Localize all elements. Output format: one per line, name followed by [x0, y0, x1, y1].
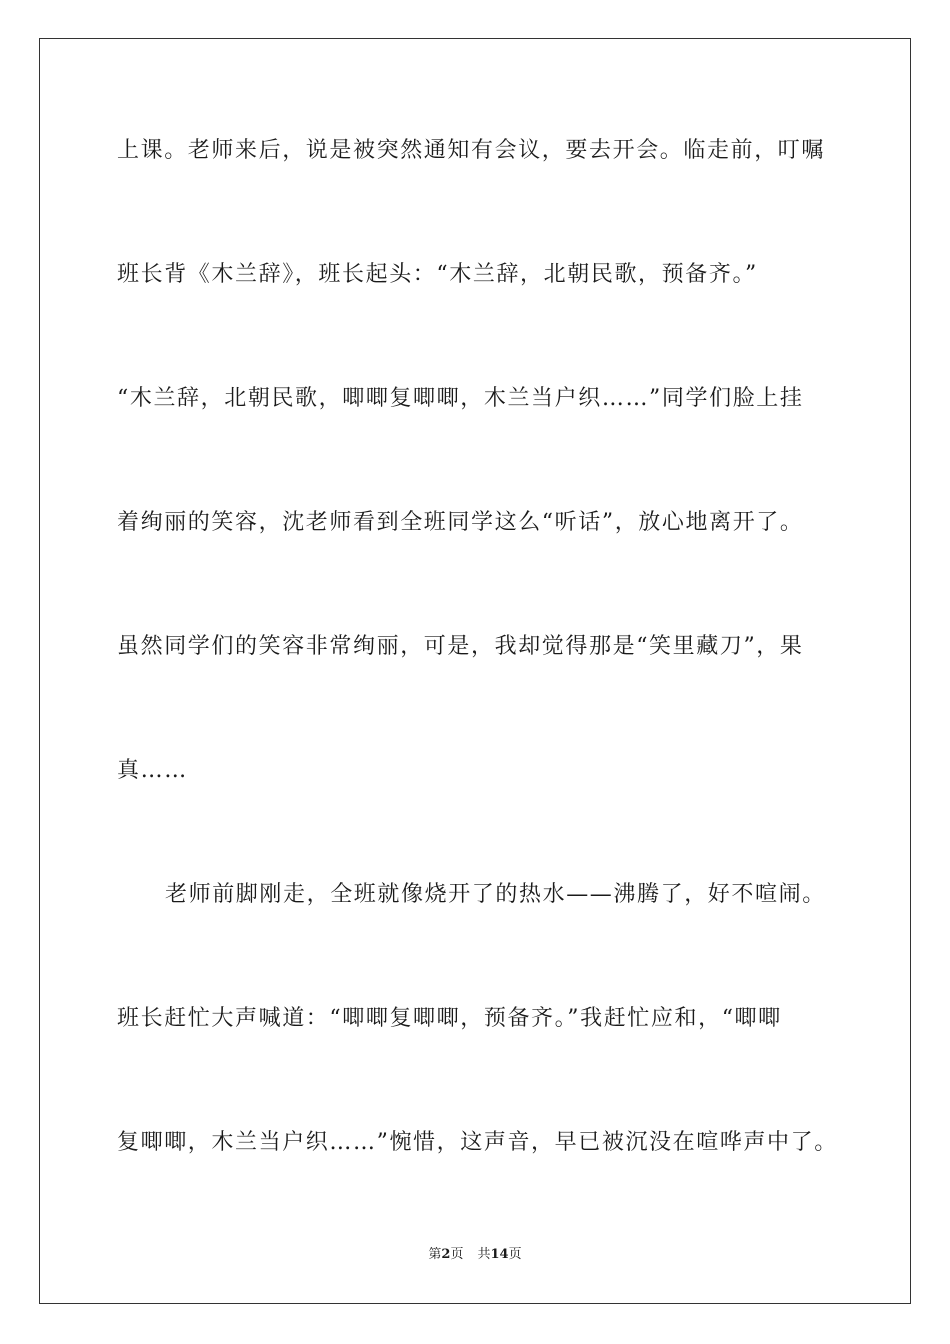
text-line: 复唧唧，木兰当户织……”惋惜，这声音，早已被沉没在喧哗声中了。	[117, 1130, 838, 1155]
text-line: 虽然同学们的笑容非常绚丽，可是，我却觉得那是“笑里藏刀”，果	[117, 634, 804, 659]
text-line: 上课。老师来后，说是被突然通知有会议，要去开会。临走前，叮嘱	[117, 138, 826, 163]
page-border	[39, 38, 911, 1304]
paragraph-first-line: 老师前脚刚走，全班就像烧开了的热水——沸腾了，好不喧闹。	[165, 882, 826, 907]
text-line: 真……	[117, 758, 188, 783]
text-line: “木兰辞，北朝民歌，唧唧复唧唧，木兰当户织……”同学们脸上挂	[117, 386, 804, 411]
page-footer	[0, 1246, 950, 1264]
page-number: 第2页	[428, 1247, 464, 1262]
text-line: 班长背《木兰辞》，班长起头：“木兰辞，北朝民歌，预备齐。”	[117, 262, 758, 287]
text-line: 班长赶忙大声喊道：“唧唧复唧唧，预备齐。”我赶忙应和，“唧唧	[117, 1006, 782, 1031]
text-line: 着绚丽的笑容，沈老师看到全班同学这么“听话”，放心地离开了。	[117, 510, 804, 535]
page-total: 共14页	[477, 1247, 522, 1262]
